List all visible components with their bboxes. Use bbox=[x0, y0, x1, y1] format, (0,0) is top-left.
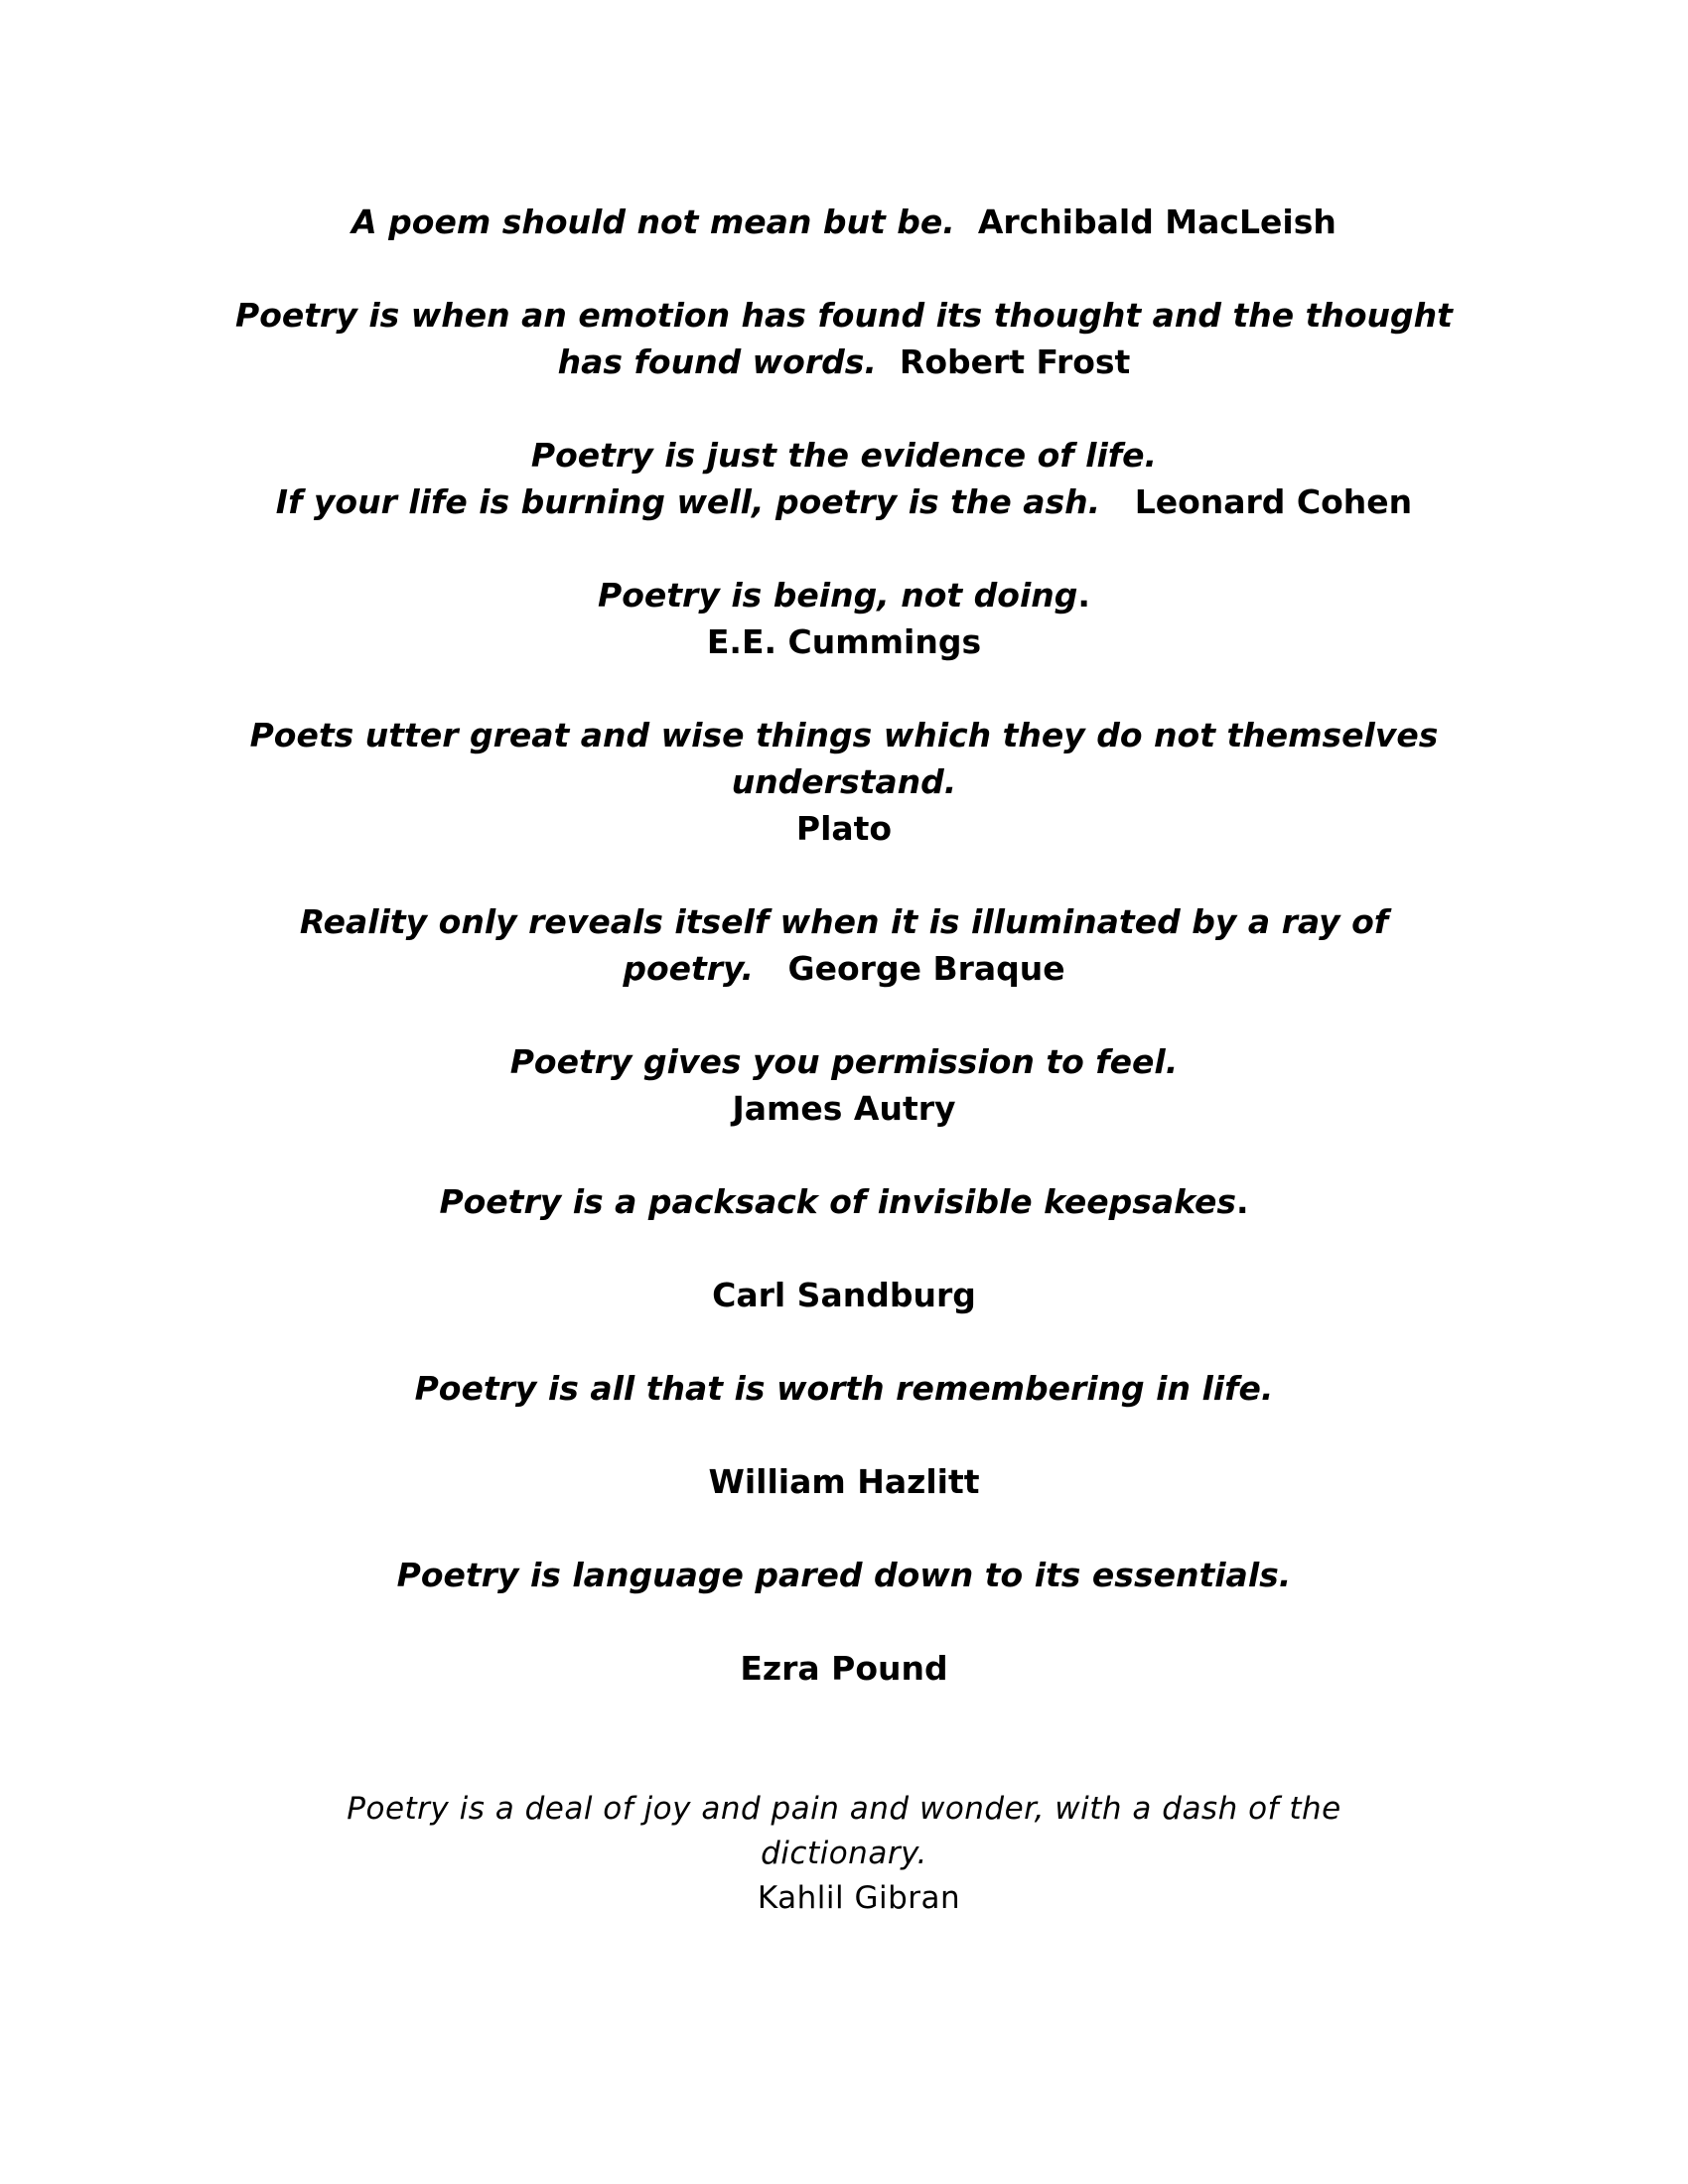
quote-cohen-line2 bbox=[0, 479, 1688, 525]
quote-text: understand. bbox=[731, 762, 957, 801]
quote-author: Plato bbox=[795, 809, 893, 848]
quote-text: dictionary. bbox=[761, 1836, 927, 1871]
quote-text: Poetry is a deal of joy and pain and wonder, with a dash of the bbox=[347, 1791, 1341, 1827]
quote-period: . bbox=[1077, 576, 1090, 614]
quote-plato-line1 bbox=[0, 713, 1688, 758]
quote-text: Poetry is all that is worth remembering in life. bbox=[414, 1369, 1274, 1408]
quote-text: Poetry gives you permission to feel. bbox=[509, 1042, 1179, 1081]
quote-gibran-line2 bbox=[0, 1831, 1688, 1876]
quote-author: Leonard Cohen bbox=[1134, 482, 1413, 521]
quote-hazlitt-author bbox=[0, 1459, 1688, 1505]
quote-text: A poem should not mean but be. bbox=[352, 203, 955, 241]
quote-text: Reality only reveals itself when it is illuminated by a ray of bbox=[299, 902, 1389, 941]
quote-cohen-line1 bbox=[0, 433, 1688, 478]
quote-author: Ezra Pound bbox=[740, 1649, 948, 1688]
quote-hazlitt bbox=[0, 1366, 1688, 1412]
quote-text: poetry. bbox=[623, 949, 755, 988]
quote-text: Poets utter great and wise things which they do not themselves bbox=[249, 716, 1439, 754]
quote-pound bbox=[0, 1553, 1688, 1598]
quote-author: Kahlil Gibran bbox=[757, 1880, 961, 1916]
quote-text: If your life is burning well, poetry is the ash. bbox=[275, 482, 1101, 521]
quote-period: . bbox=[1236, 1182, 1249, 1221]
quote-cummings-author bbox=[0, 619, 1688, 665]
quote-author: E.E. Cummings bbox=[706, 622, 982, 661]
quote-author: William Hazlitt bbox=[708, 1462, 980, 1501]
quote-braque-line1 bbox=[0, 899, 1688, 945]
quote-sandburg-author bbox=[0, 1273, 1688, 1318]
quote-sandburg bbox=[0, 1179, 1688, 1225]
quote-cummings bbox=[0, 573, 1688, 618]
quote-frost-line1 bbox=[0, 293, 1688, 339]
quote-braque-line2 bbox=[0, 946, 1688, 992]
quote-text: Poetry is just the evidence of life. bbox=[530, 436, 1158, 475]
quote-author: Archibald MacLeish bbox=[977, 203, 1336, 241]
quote-frost-line2 bbox=[0, 340, 1688, 385]
quote-plato-author bbox=[0, 806, 1688, 852]
quote-autry-author bbox=[0, 1086, 1688, 1132]
quote-gibran-author bbox=[0, 1875, 1688, 1921]
quote-gibran-line1 bbox=[0, 1786, 1688, 1832]
quote-text: Poetry is language pared down to its essentials. bbox=[396, 1556, 1292, 1594]
quote-text: Poetry is when an emotion has found its thought and the thought bbox=[235, 296, 1453, 335]
quote-pound-author bbox=[0, 1646, 1688, 1692]
quote-author: Robert Frost bbox=[899, 342, 1131, 381]
quote-text: Poetry is being, not doing bbox=[598, 576, 1078, 614]
quote-author: James Autry bbox=[732, 1089, 956, 1128]
quote-plato-line2 bbox=[0, 759, 1688, 805]
quote-author: Carl Sandburg bbox=[712, 1276, 976, 1314]
quote-author: George Braque bbox=[787, 949, 1065, 988]
quote-macleish bbox=[0, 200, 1688, 245]
quote-text: Poetry is a packsack of invisible keepsakes bbox=[439, 1182, 1236, 1221]
quote-text: has found words. bbox=[557, 342, 877, 381]
quote-autry bbox=[0, 1039, 1688, 1085]
